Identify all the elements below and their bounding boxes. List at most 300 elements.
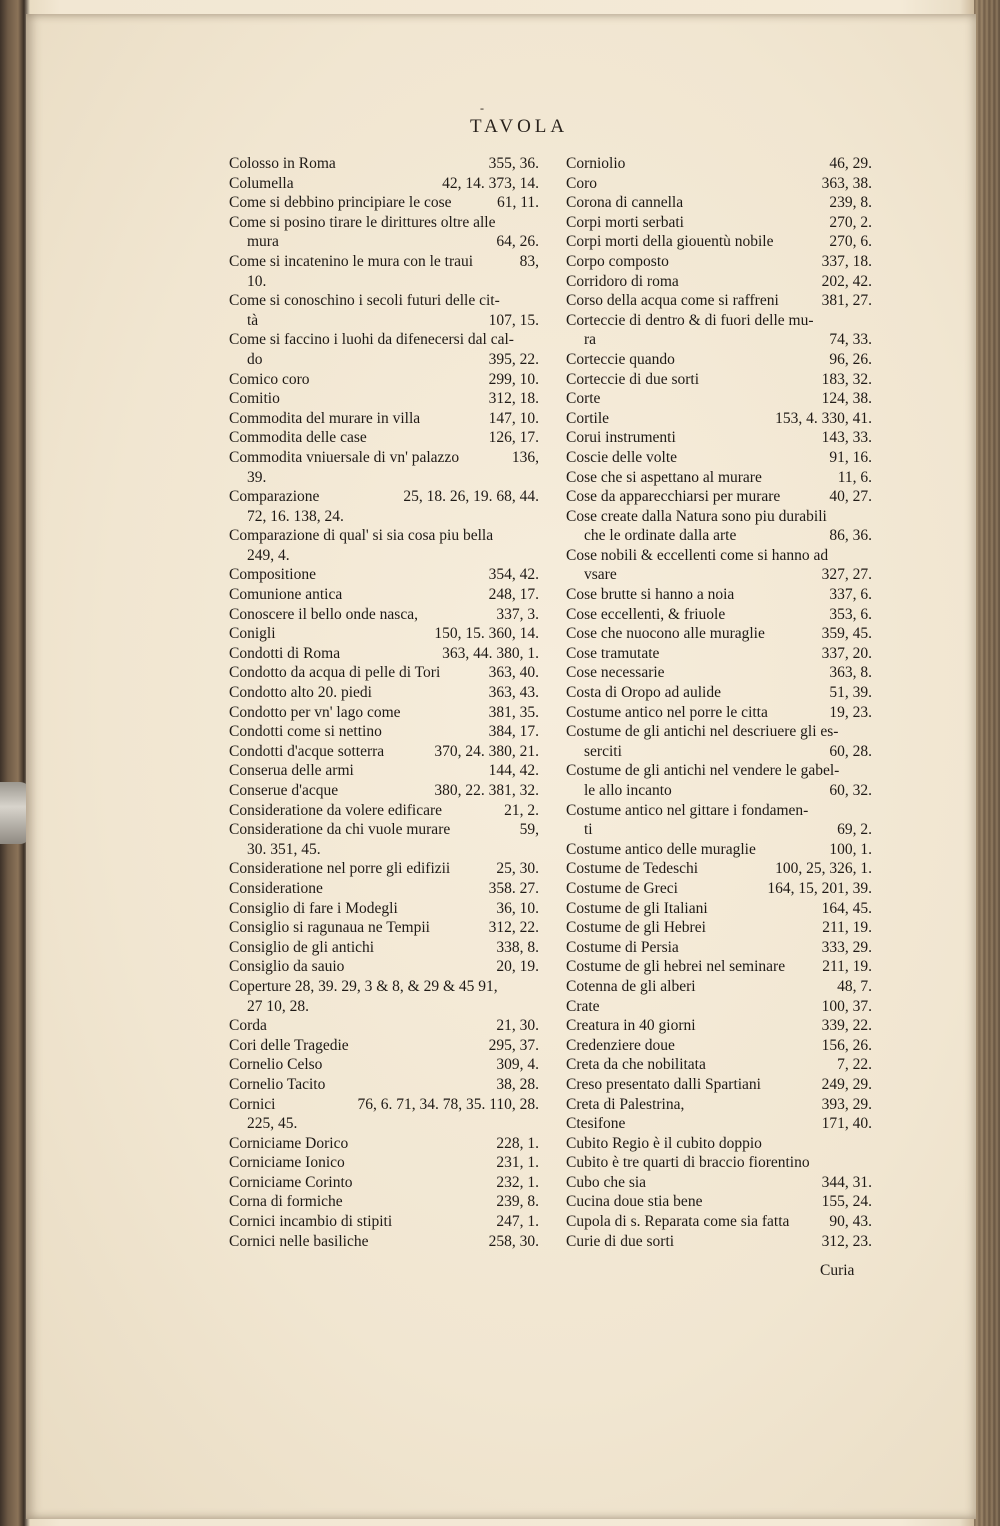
entry-text: Condotto per vn' lago come [229, 703, 401, 721]
entry-text: Consideratione da chi vuole murare [229, 821, 451, 839]
entry-text: Cornelio Celso [229, 1056, 323, 1074]
index-entry [566, 1114, 872, 1134]
index-entry [229, 879, 539, 899]
index-entry [566, 801, 872, 821]
entry-pages: 86, 36. [829, 527, 872, 545]
entry-pages: 100, 1. [829, 840, 872, 858]
entry-text: Costume de Tedeschi [566, 860, 699, 878]
entry-text: Creatura in 40 giorni [566, 1017, 696, 1035]
entry-text: 72, 16. 138, 24. [247, 507, 344, 525]
entry-text: Come si incatenino le mura con le traui [229, 252, 474, 270]
entry-text: Condotti come si nettino [229, 723, 382, 741]
index-entry [566, 644, 872, 664]
index-entry [229, 1134, 539, 1154]
entry-pages: 309, 4. [496, 1056, 539, 1074]
index-entry [566, 350, 872, 370]
entry-pages: 21, 30. [496, 1017, 539, 1035]
entry-text: Costume de gli antichi nel vendere le gabel- [566, 762, 840, 780]
entry-text: 249, 4. [247, 546, 290, 564]
index-entry [229, 389, 539, 409]
entry-pages: 363, 40. [488, 664, 539, 682]
entry-text: Costume antico delle muraglie [566, 840, 756, 858]
entry-pages: 339, 22. [821, 1017, 872, 1035]
index-entry [229, 565, 539, 585]
index-entry [229, 350, 539, 370]
entry-pages: 270, 2. [829, 213, 872, 231]
index-entry [229, 1016, 539, 1036]
entry-text: Compositione [229, 566, 316, 584]
entry-text: Come si posino tirare le dirittures oltre alle [229, 213, 496, 231]
index-entry [566, 389, 872, 409]
entry-pages: 83, [519, 252, 539, 270]
entry-text: 27 10, 28. [247, 997, 309, 1015]
entry-text: Condotto alto 20. piedi [229, 684, 372, 702]
entry-text: Credenziere doue [566, 1036, 675, 1054]
index-entry [566, 1192, 872, 1212]
entry-text: do [247, 350, 263, 368]
index-entry [229, 526, 539, 546]
index-entry [566, 879, 872, 899]
entry-text: Conoscere il bello onde nasca, [229, 605, 418, 623]
index-entry [566, 311, 872, 331]
entry-text: 39. [247, 468, 267, 486]
entry-text: Costume de Greci [566, 879, 678, 897]
entry-text: Comparazione [229, 488, 320, 506]
entry-pages: 353, 6. [829, 605, 872, 623]
entry-pages: 42, 14. 373, 14. [442, 174, 539, 192]
entry-text: Cose tramutate [566, 644, 660, 662]
entry-pages: 90, 43. [829, 1213, 872, 1231]
index-entry [229, 193, 539, 213]
entry-pages: 381, 35. [488, 703, 539, 721]
index-entry [566, 761, 872, 781]
page-edges [974, 0, 1000, 1526]
entry-pages: 247, 1. [496, 1213, 539, 1231]
entry-text: 225, 45. [247, 1115, 298, 1133]
index-entry [229, 409, 539, 429]
index-entry [229, 703, 539, 723]
entry-pages: 312, 22. [488, 919, 539, 937]
index-entry [566, 213, 872, 233]
entry-text: Cotenna de gli alberi [566, 977, 696, 995]
entry-text: Cose nobili & eccellenti come si hanno ad [566, 546, 829, 564]
index-entry [566, 409, 872, 429]
entry-pages: 380, 22. 381, 32. [434, 782, 539, 799]
index-entry [566, 1095, 872, 1115]
index-entry [229, 311, 539, 331]
index-entry [229, 722, 539, 742]
index-entry [229, 938, 539, 958]
entry-text: Ctesifone [566, 1115, 626, 1133]
entry-text: Cornici incambio di stipiti [229, 1213, 393, 1231]
entry-pages: 143, 33. [821, 429, 872, 447]
entry-pages: 40, 27. [829, 488, 872, 506]
entry-pages: 228, 1. [496, 1134, 539, 1152]
entry-text: Corpi morti della giouentù nobile [566, 233, 774, 251]
entry-text: Crate [566, 997, 600, 1015]
entry-text: Corniciame Corinto [229, 1173, 353, 1191]
entry-text: Condotti d'acque sotterra [229, 742, 385, 760]
entry-pages: 355, 36. [488, 155, 539, 172]
entry-pages: 359, 45. [821, 625, 872, 643]
entry-pages: 395, 22. [488, 350, 539, 368]
index-entry [229, 174, 539, 194]
entry-text: Conserua delle armi [229, 762, 354, 780]
entry-pages: 91, 16. [829, 448, 872, 466]
index-entry [229, 918, 539, 938]
entry-text: Costume de gli antichi nel descriuere gli es- [566, 723, 839, 741]
entry-pages: 36, 10. [496, 899, 539, 917]
entry-pages: 337, 20. [821, 644, 872, 662]
index-entry [229, 663, 539, 683]
index-entry [566, 977, 872, 997]
index-entry [566, 565, 872, 585]
entry-pages: 60, 32. [829, 782, 872, 799]
entry-text: Corona di cannella [566, 194, 684, 212]
entry-pages: 338, 8. [496, 938, 539, 956]
entry-pages: 299, 10. [488, 370, 539, 388]
entry-pages: 155, 24. [821, 1193, 872, 1211]
page-title: TAVOLA [470, 116, 569, 137]
entry-text: Comunione antica [229, 586, 343, 604]
entry-pages: 333, 29. [821, 938, 872, 956]
entry-pages: 124, 38. [821, 390, 872, 408]
index-entry [566, 232, 872, 252]
entry-text: Commodita delle case [229, 429, 367, 447]
index-entry [566, 468, 872, 488]
entry-text: Corna di formiche [229, 1193, 343, 1211]
entry-text: Cori delle Tragedie [229, 1036, 349, 1054]
entry-text: Corteccie di due sorti [566, 370, 699, 388]
entry-text: Commodita vniuersale di vn' palazzo [229, 448, 460, 466]
index-entry [229, 761, 539, 781]
entry-pages: 239, 8. [496, 1193, 539, 1211]
index-entry [229, 370, 539, 390]
entry-text: Cubito è tre quarti di braccio fiorentino [566, 1154, 810, 1172]
entry-text: Costa di Oropo ad aulide [566, 684, 721, 702]
entry-text: 30. 351, 45. [247, 840, 321, 858]
index-entry [229, 1153, 539, 1173]
entry-text: Conserue d'acque [229, 782, 339, 799]
index-entry [229, 468, 539, 488]
entry-pages: 295, 37. [488, 1036, 539, 1054]
entry-text: Consiglio di fare i Modegli [229, 899, 398, 917]
entry-pages: 232, 1. [496, 1173, 539, 1191]
entry-pages: 248, 17. [488, 586, 539, 604]
entry-pages: 231, 1. [496, 1154, 539, 1172]
entry-pages: 74, 33. [829, 331, 872, 349]
entry-pages: 51, 39. [829, 684, 872, 702]
entry-pages: 164, 45. [821, 899, 872, 917]
index-entry [229, 859, 539, 879]
index-entry [229, 899, 539, 919]
index-entry [566, 742, 872, 762]
entry-pages: 61, 11. [496, 194, 539, 212]
entry-pages: 337, 18. [821, 252, 872, 270]
index-entry [566, 722, 872, 742]
entry-pages: 363, 38. [821, 174, 872, 192]
index-entry [566, 859, 872, 879]
catchword: Curia [820, 1262, 855, 1279]
entry-text: Corridoro di roma [566, 272, 679, 290]
entry-pages: 337, 3. [496, 605, 539, 623]
index-column-right [566, 154, 872, 1251]
index-entry [566, 1036, 872, 1056]
index-entry [229, 605, 539, 625]
entry-pages: 19, 23. [829, 703, 872, 721]
entry-pages: 107, 15. [488, 311, 539, 329]
entry-text: Conigli [229, 625, 276, 643]
index-entry [566, 526, 872, 546]
index-entry [566, 330, 872, 350]
entry-pages: 239, 8. [829, 194, 872, 212]
entry-pages: 20, 19. [496, 958, 539, 976]
entry-text: Consideratione nel porre gli edifizii [229, 860, 451, 878]
entry-text: Cucina doue stia bene [566, 1193, 703, 1211]
entry-pages: 144, 42. [488, 762, 539, 780]
entry-pages: 60, 28. [829, 742, 872, 760]
index-entry [229, 507, 539, 527]
entry-pages: 11, 6. [837, 468, 872, 486]
entry-text: 10. [247, 272, 267, 290]
entry-pages: 156, 26. [821, 1036, 872, 1054]
index-entry [229, 1114, 539, 1134]
entry-text: Coro [566, 174, 597, 192]
index-entry [229, 272, 539, 292]
index-entry [566, 291, 872, 311]
index-entry [229, 1036, 539, 1056]
entry-text: Colosso in Roma [229, 155, 336, 172]
index-entry [229, 1055, 539, 1075]
entry-text: Consiglio da sauio [229, 958, 345, 976]
entry-text: Come si faccino i luohi da difenecersi dal cal- [229, 331, 514, 349]
entry-text: Corteccie di dentro & di fuori delle mu- [566, 311, 814, 329]
entry-pages: 312, 18. [488, 390, 539, 408]
index-entry [229, 585, 539, 605]
entry-pages: 147, 10. [488, 409, 539, 427]
entry-pages: 363, 44. 380, 1. [442, 644, 539, 662]
entry-text: Cornici [229, 1095, 276, 1113]
entry-pages: 59, [519, 821, 539, 839]
index-entry [566, 448, 872, 468]
index-entry [229, 213, 539, 233]
entry-text: Creso presentato dalli Spartiani [566, 1075, 761, 1093]
index-entry [229, 252, 539, 272]
entry-text: Cose create dalla Natura sono piu durabili [566, 507, 827, 525]
entry-pages: 312, 23. [821, 1232, 872, 1250]
index-entry [566, 840, 872, 860]
index-entry [566, 252, 872, 272]
entry-text: Cornelio Tacito [229, 1075, 326, 1093]
index-entry [229, 487, 539, 507]
index-entry [566, 1134, 872, 1154]
index-entry [229, 742, 539, 762]
entry-pages: 21, 2. [504, 801, 539, 819]
entry-text: Comparazione di qual' si sia cosa piu bella [229, 527, 494, 545]
entry-text: tà [247, 311, 259, 329]
entry-text: Columella [229, 174, 294, 192]
index-entry [229, 840, 539, 860]
entry-text: Costume de gli hebrei nel seminare [566, 958, 786, 976]
entry-pages: 25, 30. [496, 860, 539, 878]
index-entry [566, 624, 872, 644]
entry-text: le allo incanto [584, 782, 672, 799]
entry-pages: 46, 29. [829, 155, 872, 172]
index-entry [566, 507, 872, 527]
entry-text: Costume antico nel porre le citta [566, 703, 768, 721]
entry-pages: 384, 17. [488, 723, 539, 741]
index-entry [566, 997, 872, 1017]
index-entry [566, 605, 872, 625]
entry-pages: 25, 18. 26, 19. 68, 44. [403, 488, 539, 506]
entry-pages: 258, 30. [488, 1232, 539, 1250]
entry-pages: 393, 29. [821, 1095, 872, 1113]
index-entry [229, 154, 539, 174]
index-entry [566, 703, 872, 723]
entry-pages: 150, 15. 360, 14. [434, 625, 539, 643]
entry-pages: 100, 37. [821, 997, 872, 1015]
entry-text: Consiglio de gli antichi [229, 938, 375, 956]
entry-pages: 337, 6. [829, 586, 872, 604]
index-entry [229, 1192, 539, 1212]
entry-text: Creta di Palestrina, [566, 1095, 685, 1113]
index-entry [566, 1153, 872, 1173]
entry-text: mura [247, 233, 279, 251]
index-entry [566, 663, 872, 683]
entry-pages: 96, 26. [829, 350, 872, 368]
index-entry [566, 428, 872, 448]
entry-pages: 211, 19. [822, 919, 872, 937]
entry-pages: 363, 8. [829, 664, 872, 682]
entry-pages: 76, 6. 71, 34. 78, 35. 110, 28. [357, 1095, 539, 1113]
entry-text: Corui instrumenti [566, 429, 676, 447]
entry-pages: 270, 6. [829, 233, 872, 251]
entry-text: Cupola di s. Reparata come sia fatta [566, 1213, 790, 1231]
index-entry [566, 174, 872, 194]
entry-text: Comitio [229, 390, 280, 408]
entry-text: Corniciame Dorico [229, 1134, 349, 1152]
entry-text: Cubo che sia [566, 1173, 647, 1191]
entry-pages: 211, 19. [822, 958, 872, 976]
entry-pages: 38, 28. [496, 1075, 539, 1093]
entry-text: Cose che nuocono alle muraglie [566, 625, 765, 643]
entry-pages: 183, 32. [821, 370, 872, 388]
entry-text: Cose brutte si hanno a noia [566, 586, 735, 604]
entry-text: Cubito Regio è il cubito doppio [566, 1134, 762, 1152]
entry-text: Comico coro [229, 370, 310, 388]
entry-pages: 249, 29. [821, 1075, 872, 1093]
entry-pages: 344, 31. [821, 1173, 872, 1191]
index-entry [566, 918, 872, 938]
index-entry [229, 546, 539, 566]
index-entry [229, 997, 539, 1017]
index-entry [566, 193, 872, 213]
index-entry [229, 428, 539, 448]
entry-text: Coscie delle volte [566, 448, 678, 466]
index-entry [566, 272, 872, 292]
index-entry [566, 899, 872, 919]
entry-pages: 69, 2. [837, 821, 872, 839]
index-entry [566, 154, 872, 174]
index-entry [229, 683, 539, 703]
entry-pages: 358. 27. [488, 879, 539, 897]
entry-text: Consiglio si ragunaua ne Tempii [229, 919, 430, 937]
index-entry [566, 1075, 872, 1095]
entry-text: Consideratione [229, 879, 323, 897]
entry-text: vsare [584, 566, 617, 584]
entry-text: che le ordinate dalla arte [584, 527, 737, 545]
index-entry [229, 1232, 539, 1252]
entry-text: Cose da apparecchiarsi per murare [566, 488, 781, 506]
index-entry [229, 781, 539, 801]
entry-text: Cortile [566, 409, 610, 427]
entry-text: Corpo composto [566, 252, 669, 270]
entry-text: Costume antico nel gittare i fondamen- [566, 801, 809, 819]
entry-pages: 126, 17. [488, 429, 539, 447]
index-entry [229, 801, 539, 821]
entry-pages: 327, 27. [821, 566, 872, 584]
entry-text: Come si debbino principiare le cose [229, 194, 452, 212]
entry-pages: 381, 27. [821, 292, 872, 310]
entry-text: Corniolio [566, 155, 626, 172]
index-entry [566, 1173, 872, 1193]
index-entry [229, 448, 539, 468]
index-entry [566, 820, 872, 840]
header-mark: - [480, 101, 484, 115]
entry-pages: 202, 42. [821, 272, 872, 290]
index-entry [566, 487, 872, 507]
entry-text: Commodita del murare in villa [229, 409, 421, 427]
entry-text: Cose necessarie [566, 664, 665, 682]
index-column-left [229, 154, 539, 1251]
entry-text: Costume di Persia [566, 938, 679, 956]
index-entry [229, 1095, 539, 1115]
entry-pages: 153, 4. 330, 41. [775, 409, 872, 427]
index-entry [566, 683, 872, 703]
entry-pages: 48, 7. [837, 977, 872, 995]
index-entry [229, 1173, 539, 1193]
index-entry [566, 1016, 872, 1036]
entry-text: Condotti di Roma [229, 644, 341, 662]
entry-pages: 370, 24. 380, 21. [434, 742, 539, 760]
entry-text: Corte [566, 390, 601, 408]
entry-text: ra [584, 331, 597, 349]
entry-pages: 100, 25, 326, 1. [775, 860, 872, 878]
entry-text: Corso della acqua come si raffreni [566, 292, 779, 310]
index-entry [229, 977, 539, 997]
index-entry [566, 938, 872, 958]
entry-text: Creta da che nobilitata [566, 1056, 706, 1074]
index-entry [229, 232, 539, 252]
entry-pages: 136, [511, 448, 539, 466]
index-entry [229, 624, 539, 644]
entry-pages: 171, 40. [821, 1115, 872, 1133]
entry-text: ti [584, 821, 593, 839]
entry-pages: 363, 43. [488, 684, 539, 702]
index-entry [229, 644, 539, 664]
index-entry [566, 1055, 872, 1075]
entry-text: Condotto da acqua di pelle di Tori [229, 664, 441, 682]
index-entry [566, 546, 872, 566]
index-entry [229, 330, 539, 350]
entry-text: Costume de gli Hebrei [566, 919, 706, 937]
entry-text: Coperture 28, 39. 29, 3 & 8, & 29 & 45 91, [229, 977, 498, 995]
entry-text: Corpi morti serbati [566, 213, 684, 231]
entry-text: Curie di due sorti [566, 1232, 675, 1250]
entry-pages: 164, 15, 201, 39. [767, 879, 872, 897]
index-entry [566, 1212, 872, 1232]
index-entry [566, 370, 872, 390]
